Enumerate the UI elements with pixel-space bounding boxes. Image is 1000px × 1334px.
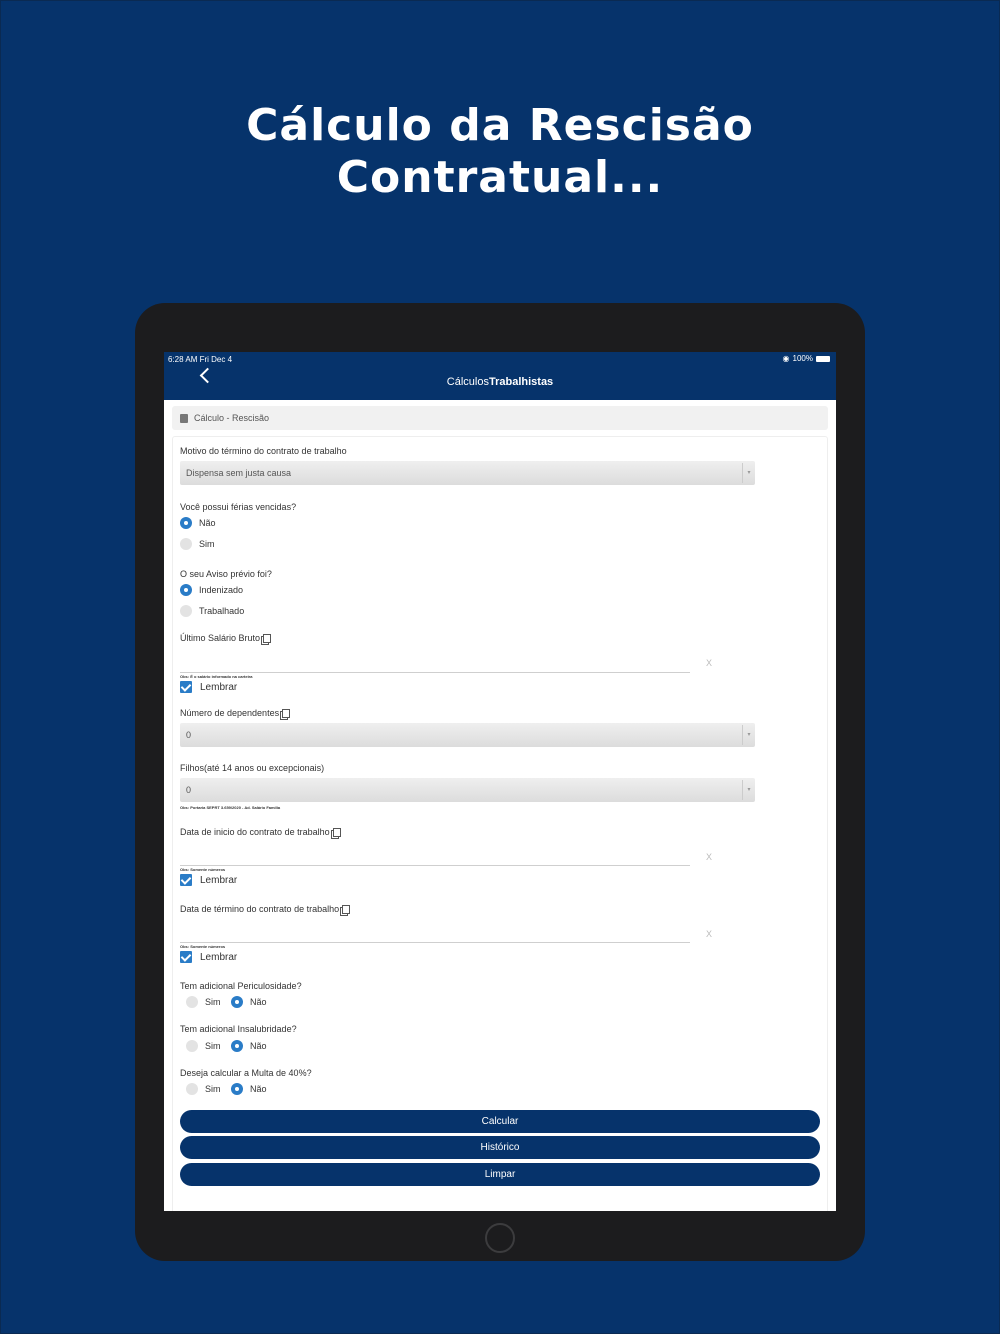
radio-unselected[interactable] (186, 996, 198, 1008)
ferias-option-nao[interactable] (180, 517, 216, 529)
app-title-plain: Cálculos (446, 376, 489, 388)
insalubridade-label: Tem adicional Insalubridade? (180, 1024, 297, 1034)
aviso-option-trabalhado[interactable] (180, 605, 244, 617)
clear-termino-icon[interactable]: X (706, 929, 713, 939)
chevron-down-icon: ▾ (742, 463, 755, 483)
checkbox-checked[interactable] (180, 874, 192, 886)
checkbox-checked[interactable] (180, 951, 192, 963)
chevron-down-icon: ▾ (742, 725, 755, 745)
motivo-value: Dispensa sem justa causa (186, 468, 292, 478)
ferias-sim-label: Sim (199, 539, 215, 549)
insalubridade-nao-label: Não (250, 1041, 267, 1051)
form-card (172, 436, 828, 1211)
dependentes-label-text: Número de dependentes (180, 708, 280, 718)
copy-icon[interactable] (282, 709, 290, 718)
radio-selected[interactable] (231, 1040, 243, 1052)
promo-headline (0, 100, 1000, 204)
headline-line-1: Cálculo da Rescisão (246, 100, 754, 151)
copy-icon[interactable] (263, 634, 271, 643)
calcular-button[interactable]: Calcular (180, 1110, 820, 1133)
radio-unselected[interactable] (186, 1083, 198, 1095)
periculosidade-option-sim[interactable] (186, 996, 221, 1008)
checkbox-checked[interactable] (180, 681, 192, 693)
app-screen (164, 352, 836, 1211)
inicio-label-text: Data de inicio do contrato de trabalho (180, 827, 330, 837)
periculosidade-nao-label: Não (250, 997, 267, 1007)
termino-hint: Obs: Somente números (180, 944, 226, 949)
historico-button[interactable]: Histórico (180, 1136, 820, 1159)
headline-line-2: Contratual... (336, 152, 664, 203)
section-header (172, 406, 828, 430)
periculosidade-sim-label: Sim (205, 997, 221, 1007)
filhos-value: 0 (186, 785, 192, 795)
limpar-button[interactable]: Limpar (180, 1163, 820, 1186)
insalubridade-sim-label: Sim (205, 1041, 221, 1051)
motivo-label: Motivo do término do contrato de trabalho (180, 446, 347, 456)
radio-unselected[interactable] (180, 538, 192, 550)
copy-icon[interactable] (333, 828, 341, 837)
dependentes-label (180, 708, 290, 718)
ferias-label: Você possui férias vencidas? (180, 502, 297, 512)
radio-selected[interactable] (231, 996, 243, 1008)
termino-remember[interactable] (180, 951, 237, 963)
radio-selected[interactable] (180, 584, 192, 596)
wifi-icon: ◉ (782, 354, 790, 363)
battery-percent: 100% (792, 354, 813, 363)
navigation-bar (164, 352, 836, 400)
radio-unselected[interactable] (180, 605, 192, 617)
aviso-option-indenizado[interactable] (180, 584, 243, 596)
periculosidade-option-nao[interactable] (231, 996, 267, 1008)
clear-salario-icon[interactable]: X (706, 658, 713, 668)
multa-option-nao[interactable] (231, 1083, 267, 1095)
remember-label: Lembrar (200, 874, 238, 886)
aviso-trabalhado-label: Trabalhado (199, 606, 245, 616)
motivo-select[interactable] (180, 461, 755, 485)
salario-label (180, 633, 271, 643)
chevron-down-icon: ▾ (742, 780, 755, 800)
clear-inicio-icon[interactable]: X (706, 852, 713, 862)
multa-sim-label: Sim (205, 1084, 221, 1094)
periculosidade-label: Tem adicional Periculosidade? (180, 981, 302, 991)
status-time: 6:28 AM Fri Dec 4 (168, 355, 233, 364)
inicio-hint: Obs: Somente números (180, 867, 226, 872)
multa-nao-label: Não (250, 1084, 267, 1094)
radio-selected[interactable] (180, 517, 192, 529)
termino-label-text: Data de término do contrato de trabalho (180, 904, 340, 914)
dependentes-select[interactable] (180, 723, 755, 747)
inicio-input[interactable] (180, 865, 690, 866)
inicio-label (180, 827, 341, 837)
filhos-label: Filhos(até 14 anos ou excepcionais) (180, 763, 325, 773)
filhos-hint: Obs: Portaria SEPRT 3.659/2020 - Ad. Salário Família (180, 805, 281, 810)
inicio-remember[interactable] (180, 874, 237, 886)
insalubridade-option-sim[interactable] (186, 1040, 221, 1052)
ferias-nao-label: Não (199, 518, 216, 528)
home-button[interactable] (485, 1223, 515, 1253)
battery-icon (816, 356, 830, 362)
copy-icon[interactable] (342, 905, 350, 914)
filhos-select[interactable] (180, 778, 755, 802)
salario-hint: Obs: É o salário informado na carteira (180, 674, 253, 679)
status-indicators (783, 354, 830, 363)
salario-remember[interactable] (180, 681, 237, 693)
app-title-bold: Trabalhistas (488, 376, 554, 388)
calculator-icon (180, 414, 188, 423)
section-title: Cálculo - Rescisão (194, 413, 270, 423)
salario-input[interactable] (180, 672, 690, 673)
app-title (164, 376, 836, 388)
dependentes-value: 0 (186, 730, 192, 740)
termino-label (180, 904, 350, 914)
multa-label: Deseja calcular a Multa de 40%? (180, 1068, 312, 1078)
insalubridade-option-nao[interactable] (231, 1040, 267, 1052)
salario-label-text: Último Salário Bruto (180, 633, 261, 643)
ferias-option-sim[interactable] (180, 538, 215, 550)
multa-option-sim[interactable] (186, 1083, 221, 1095)
remember-label: Lembrar (200, 951, 238, 963)
remember-label: Lembrar (200, 681, 238, 693)
termino-input[interactable] (180, 942, 690, 943)
aviso-indenizado-label: Indenizado (199, 585, 244, 595)
aviso-label: O seu Aviso prévio foi? (180, 569, 272, 579)
radio-selected[interactable] (231, 1083, 243, 1095)
radio-unselected[interactable] (186, 1040, 198, 1052)
